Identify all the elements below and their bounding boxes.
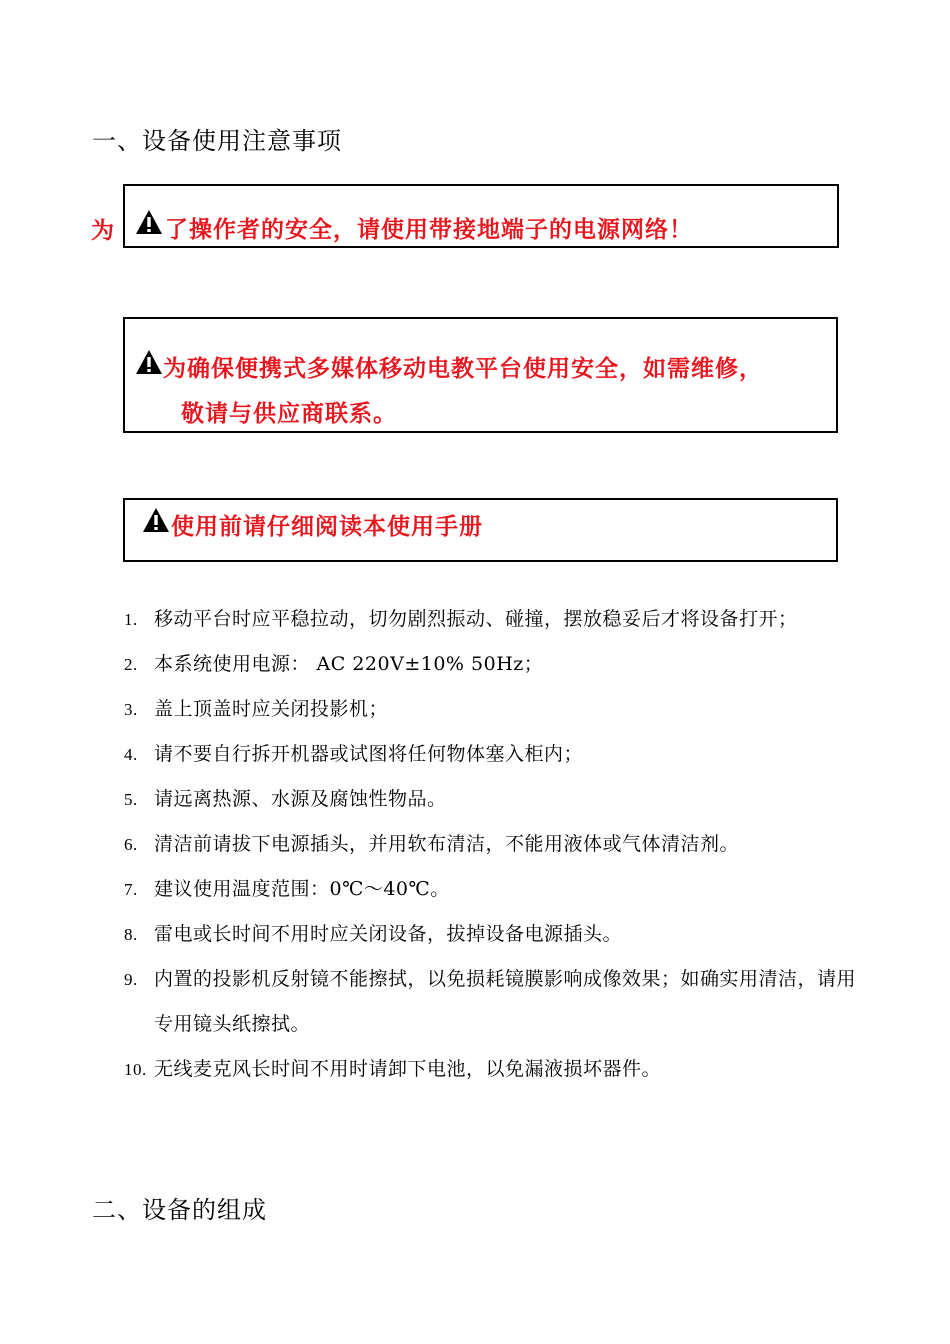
list-item-text: 雷电或长时间不用时应关闭设备，拔掉设备电源插头。: [154, 923, 623, 945]
warning-triangle-icon: [142, 507, 170, 533]
list-item: [124, 597, 864, 642]
list-item: [124, 912, 864, 957]
list-item-text: 内置的投影机反射镜不能擦拭，以免损耗镜膜影响成像效果；如确实用清洁，请用专用镜头纸擦拭。: [154, 968, 857, 1035]
list-item-text: 移动平台时应平稳拉动，切勿剧烈振动、碰撞，摆放稳妥后才将设备打开；: [154, 608, 798, 630]
list-item: [124, 777, 864, 822]
warning-box-maintenance: [123, 317, 838, 433]
list-item: [124, 732, 864, 777]
warning-text-maintenance-line1: 为确保便携式多媒体移动电教平台使用安全，如需维修，: [163, 356, 763, 382]
warning-triangle-icon: [135, 349, 163, 375]
list-item: [124, 642, 864, 687]
warning-text-maintenance-line2: 敬请与供应商联系。: [181, 401, 397, 427]
warning-box-grounding: [123, 184, 839, 248]
list-item-number: 7.: [124, 880, 138, 899]
list-item-number: 5.: [124, 790, 138, 809]
list-item-text: 本系统使用电源： AC 220V±10% 50Hz；: [154, 653, 544, 675]
list-item-number: 8.: [124, 925, 138, 944]
list-item: [124, 957, 864, 1047]
list-item: [124, 687, 864, 732]
list-item-number: 2.: [124, 655, 138, 674]
warning-box-read-manual: [123, 498, 838, 562]
list-item-text: 请远离热源、水源及腐蚀性物品。: [154, 788, 447, 810]
list-item-number: 9.: [124, 970, 138, 989]
section-heading-components: 二、设备的组成: [92, 1196, 267, 1224]
section-heading-precautions: 一、设备使用注意事项: [92, 127, 342, 155]
list-item-number: 1.: [124, 610, 138, 629]
list-item-number: 3.: [124, 700, 138, 719]
precautions-list: [124, 597, 864, 1092]
list-item-number: 4.: [124, 745, 138, 764]
warning-text-read-manual: 使用前请仔细阅读本使用手册: [171, 514, 483, 540]
warning-text-grounding: 了操作者的安全，请使用带接地端子的电源网络！: [165, 217, 693, 243]
list-item: [124, 867, 864, 912]
list-item-number: 10.: [124, 1060, 147, 1079]
list-item-text: 盖上顶盖时应关闭投影机；: [154, 698, 389, 720]
warning-triangle-icon: [135, 209, 163, 235]
warning-lead-char: 为: [91, 218, 114, 244]
list-item-text: 清洁前请拔下电源插头，并用软布清洁，不能用液体或气体清洁剂。: [154, 833, 740, 855]
list-item-text: 建议使用温度范围：0℃～40℃。: [154, 878, 450, 900]
list-item-text: 请不要自行拆开机器或试图将任何物体塞入柜内；: [154, 743, 584, 765]
list-item: [124, 822, 864, 867]
list-item: [124, 1047, 864, 1092]
list-item-text: 无线麦克风长时间不用时请卸下电池，以免漏液损坏器件。: [154, 1058, 662, 1080]
list-item-number: 6.: [124, 835, 138, 854]
